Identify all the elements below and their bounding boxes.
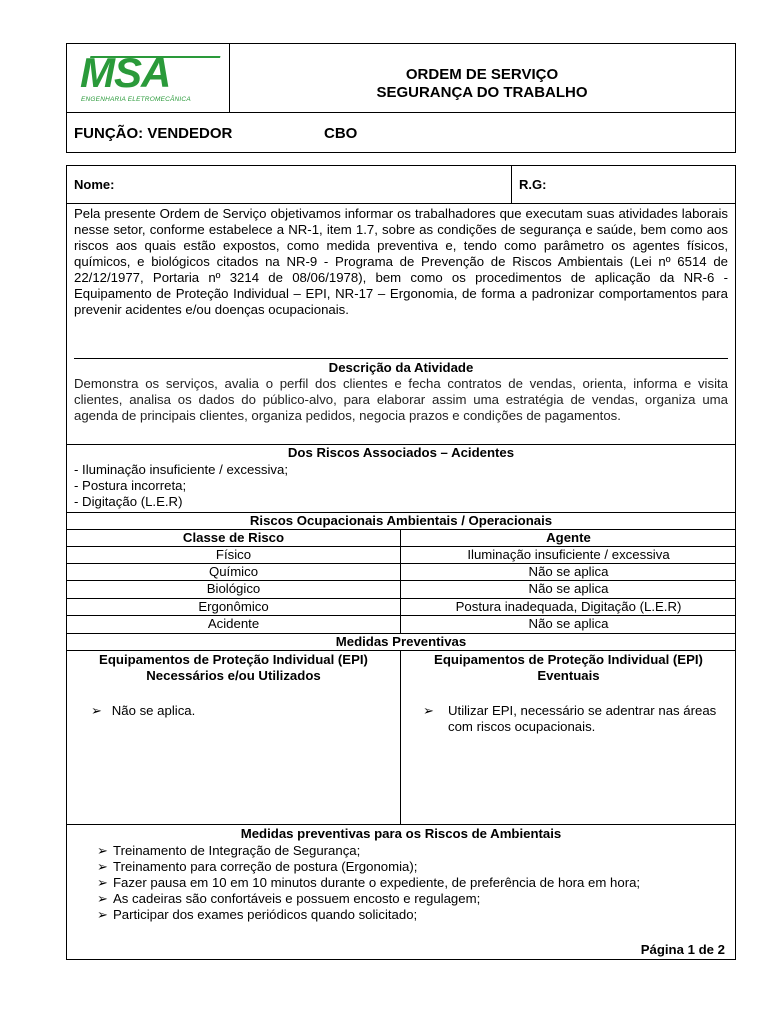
risk-agent: Não se aplica [528, 564, 609, 579]
epi-right-title-2: Eventuais [537, 668, 600, 683]
measures-title: Medidas Preventivas [335, 634, 467, 649]
page-number: Página 1 de 2 [640, 942, 725, 957]
divider [67, 650, 735, 651]
cbo-label: CBO [324, 125, 358, 142]
bullet-arrow-icon: ➢ [97, 843, 109, 858]
risk-agent: Não se aplica [528, 616, 609, 631]
divider [67, 824, 735, 825]
env-measure-text: As cadeiras são confortáveis e possuem encosto e regulagem; [113, 891, 481, 906]
env-measures-list [91, 843, 695, 923]
document-header [66, 43, 736, 153]
accident-risks-list [67, 462, 735, 510]
env-measure-item [91, 843, 695, 859]
logo-cell [67, 44, 230, 112]
rg-label: R.G: [519, 177, 547, 192]
bullet-arrow-icon: ➢ [423, 703, 435, 718]
occupational-risks-title: Riscos Ocupacionais Ambientais / Operacionais [249, 513, 553, 528]
col-agent-header: Agente [546, 530, 591, 545]
env-measure-text: Treinamento para correção de postura (Ergonomia); [113, 859, 418, 874]
role-label: FUNÇÃO: VENDEDOR [74, 125, 233, 142]
logo-subtitle: ENGENHARIA ELETROMECÂNICA [81, 96, 191, 103]
env-measures-title: Medidas preventivas para os Riscos de Ambientais [240, 826, 562, 841]
env-measure-item [91, 859, 695, 875]
name-rg-divider [511, 166, 512, 203]
bullet-arrow-icon: ➢ [97, 891, 109, 906]
epi-left-title-1: Equipamentos de Proteção Individual (EPI) [99, 652, 368, 667]
risk-class: Físico [215, 547, 252, 562]
accident-risk-item: - Iluminação insuficiente / excessiva; [74, 462, 289, 477]
env-measure-item [91, 875, 695, 891]
document-title [229, 44, 735, 112]
risk-class: Biológico [206, 581, 261, 596]
risk-agent: Não se aplica [528, 581, 609, 596]
risk-class: Químico [208, 564, 259, 579]
risk-class: Acidente [207, 616, 260, 631]
epi-left-title-2: Necessários e/ou Utilizados [146, 668, 321, 683]
activity-text: Demonstra os serviços, avalia o perfil dos clientes e fecha contratos de vendas, orienta, informa e visita clientes, analisa os dados do público-alvo, para elaborar assim uma estratégia de vendas, organiza uma agenda de principais clientes, organiza pedidos, negocia prazos e condições de pagamentos. [74, 376, 728, 423]
bullet-arrow-icon: ➢ [97, 875, 109, 890]
risk-agent: Postura inadequada, Digitação (L.E.R) [455, 599, 682, 614]
bullet-arrow-icon: ➢ [91, 703, 103, 718]
bullet-arrow-icon: ➢ [97, 859, 109, 874]
service-order-form [66, 165, 736, 960]
activity-title: Descrição da Atividade [328, 360, 474, 375]
name-label: Nome: [74, 177, 115, 192]
env-measure-item [91, 907, 695, 923]
title-line-1: ORDEM DE SERVIÇO [405, 66, 559, 83]
env-measure-text: Fazer pausa em 10 em 10 minutos durante o expediente, de preferência de hora em hora; [113, 875, 641, 890]
epi-right-item [423, 703, 728, 735]
risk-class: Ergonômico [198, 599, 269, 614]
divider [74, 358, 728, 359]
divider [67, 203, 735, 204]
epi-right-title-1: Equipamentos de Proteção Individual (EPI) [434, 652, 703, 667]
epi-right-item-text: Utilizar EPI, necessário se adentrar nas áreas com riscos ocupacionais. [448, 703, 717, 734]
epi-left-title [67, 652, 400, 684]
risk-agent: Iluminação insuficiente / excessiva [467, 547, 670, 562]
role-row [67, 112, 735, 152]
env-measure-text: Treinamento de Integração de Segurança; [113, 843, 361, 858]
accident-risk-item: - Digitação (L.E.R) [74, 494, 183, 509]
bullet-arrow-icon: ➢ [97, 907, 109, 922]
env-measure-item [91, 891, 695, 907]
epi-left-item [91, 703, 195, 719]
col-class-header: Classe de Risco [182, 530, 285, 545]
accident-risks-title: Dos Riscos Associados – Acidentes [287, 445, 515, 460]
epi-left-item-text: Não se aplica. [111, 703, 196, 718]
intro-paragraph: Pela presente Ordem de Serviço objetivamos informar os trabalhadores que executam suas atividades laborais nesse setor, conforme estabelece a NR-1, item 1.7, sobre as condições de segurança e saúde, bem como aos riscos aos quais estão expostos, como medida preventiva e, tendo como parâmetro os agentes físicos, químicos, e biológicos citados na NR-9 - Programa de Prevenção de Riscos Ambientais (Lei nº 6514 de 22/12/1977, Portaria nº 3214 de 08/06/1978), bem como os procedimentos de aplicação da NR-6 - Equipamento de Proteção Individual – EPI, NR-17 – Ergonomia, de forma a padronizar comportamentos para prevenir acidentes e/ou doenças ocupacionais. [74, 206, 728, 317]
epi-right-title [400, 652, 737, 684]
title-line-2: SEGURANÇA DO TRABALHO [376, 84, 588, 101]
env-measure-text: Participar dos exames periódicos quando solicitado; [113, 907, 418, 922]
accident-risk-item: - Postura incorreta; [74, 478, 187, 493]
logo-text: MSA [80, 49, 171, 96]
